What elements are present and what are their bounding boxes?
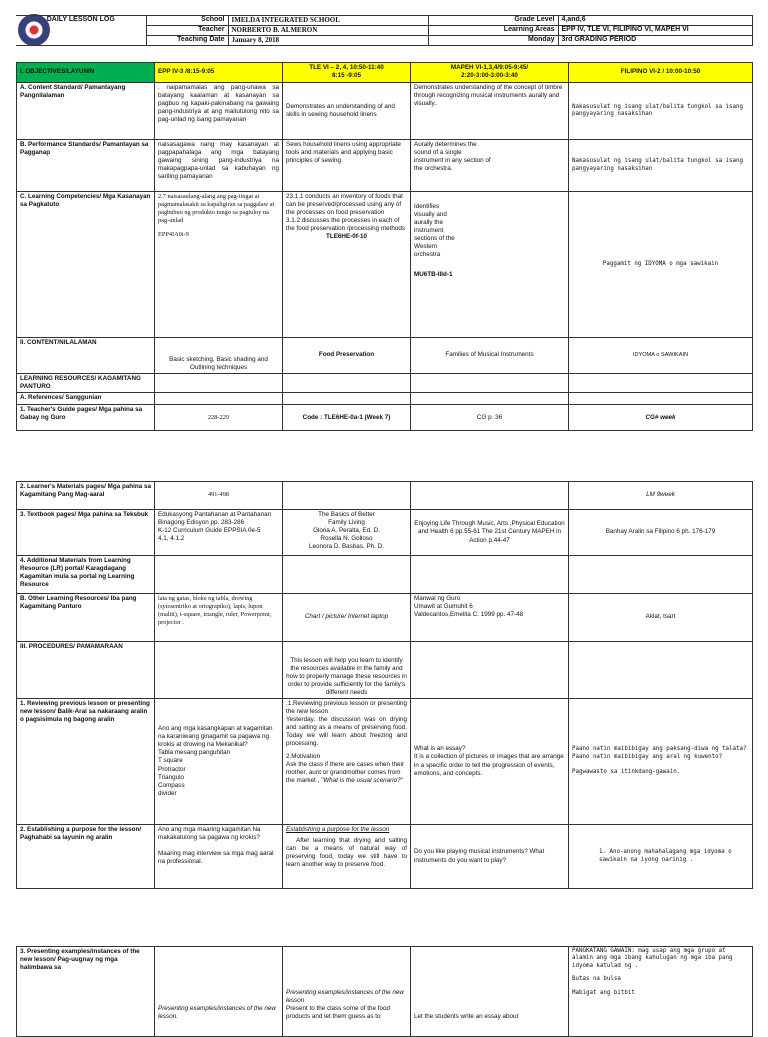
learners-materials-filipino: LM 9week — [569, 482, 753, 510]
performance-standard-mapeh: Aurally determines the sound of a single instrument in any section of the orchestra. — [411, 140, 569, 192]
grade-label: Grade Level — [428, 16, 558, 26]
procedures-mapeh — [411, 642, 569, 699]
competency-tle-code: TLE6HE-0f-10 — [326, 233, 367, 241]
references-mapeh — [411, 393, 569, 405]
teachers-guide-mapeh: CG p. 36 — [411, 405, 569, 431]
reviewing-lesson-label: 1. Reviewing previous lesson or presenting new lesson/ Balik-Aral sa nakaraang aralin o pagsisimula ng bagong aralin — [17, 699, 155, 825]
objectives-table — [16, 62, 753, 431]
reviewing-lesson-mapeh: What is an essay? It is a collection of pictures or images that are arrange in a specific order to tell the progression of events, emotions, and concepts. — [411, 699, 569, 825]
idiom-example-2: Mabigat ang bitbit — [572, 989, 635, 996]
content-standard-filipino: Nakasusulat ng isang ulat/balita tungkol sa isang pangyayaring nasaksihan — [569, 83, 753, 140]
other-resources-tle: Chart / picture/ Internet laptop — [283, 594, 411, 642]
presenting-examples-tle-heading: Presenting examples/instances of the new lesson — [286, 989, 404, 1005]
presenting-examples-filipino — [569, 947, 753, 1037]
textbook-tle: The Basics of Better Family Living Gloria A. Peralta, Ed. D. Rosella N. Golloso Leonora D. Basbas, Ph. D. — [283, 510, 411, 556]
other-resources-epp: lata ng gatas, bloke ng tabla, drowing (sytosentriko at ortograpiko), lapis, lupon (maliit), t-square, triangle, ruler, Powerpoint, projector . — [155, 594, 283, 642]
mapeh-column-header: MAPEH VI-1,3,4/9:05-9:45/ 2:20-3:00-3:00-3:40 — [411, 63, 569, 83]
establishing-purpose-tle — [283, 825, 411, 889]
competency-mapeh-code: MU6TB-IIId-1 — [414, 271, 453, 279]
learning-competencies-filipino: Paggamit ng IDYOMA o mga sawikain — [569, 192, 753, 338]
competency-tle-text: 23.1.1 conducts an inventory of foods that can be preserved/processed using any of the processes on food preservation 3.1.2 discusses the processes in each of the food preservation /processing methods — [286, 193, 406, 233]
teachers-guide-label: 1. Teacher's Guide pages/ Mga pahina sa Gabay ng Guro — [17, 405, 155, 431]
textbook-filipino: Banhay Aralin sa Filipino 6 ph. 176-179 — [569, 510, 753, 556]
idiom-example-1: Butas na bulsa — [572, 976, 621, 983]
reviewing-tle-text: .1.Reviewing previous lesson or presenting the new lesson Yesterday, the discussion was on drying and salting as a means of preserving food. Today we will learn about freezing and processing. — [286, 700, 407, 748]
content-mapeh: Families of Musical Instruments — [411, 338, 569, 374]
teachers-guide-epp: 228-229 — [155, 405, 283, 431]
competency-epp-code: EPP4IA0i-9 — [158, 231, 189, 239]
establishing-purpose-mapeh: Do you like playing musical instruments? What instruments do you want to play? — [411, 825, 569, 889]
learners-materials-tle — [283, 482, 411, 510]
period-value: 3rd GRADING PERIOD — [558, 36, 752, 46]
learning-competencies-tle — [283, 192, 411, 338]
textbook-label: 3. Textbook pages/ Mga pahina sa Teksbuk — [17, 510, 155, 556]
additional-materials-epp — [155, 556, 283, 594]
additional-materials-tle — [283, 556, 411, 594]
presenting-examples-label: 3. Presenting examples/instances of the new lesson/ Pag-uugnay ng mga halimbawa sa — [17, 947, 155, 1037]
references-filipino — [569, 393, 753, 405]
establishing-purpose-epp-question: Ano ang mga maaring kagamitan Na makakatulong sa pagawa ng krokis? — [158, 826, 261, 842]
teacher-value: NORBERTO B. ALMERON — [228, 26, 428, 36]
presenting-examples-table — [16, 946, 753, 1037]
presenting-examples-epp: Presenting examples/instances of the new lesson. — [155, 947, 283, 1037]
learners-materials-label: 2. Learner's Materials pages/ Mga pahina sa Kagamitang Pang Mag-aaral — [17, 482, 155, 510]
performance-standard-epp: naisasagawa nang may kasanayan at pagpapahalaga ang mga batayang gawaing sining pang-industriya na makapagpapa-unlad sa kabuhayan ng sariling pamayanan — [155, 140, 283, 192]
reviewing-filipino-questions: Paano natin maibibigay ang paksang-diwa ng talata? Paano natin maibibigay ang aral ng kuwento? — [572, 746, 747, 760]
establishing-purpose-tle-text: After learning that drying and salting can be a means of natural way of preserving food, today we still have to learn another way to preserve food. — [286, 837, 407, 869]
textbook-mapeh: Enjoying Life Through Music, Arts ,Physical Education and Health 6 pp.55-61 The 21st Century MAPEH in Action p.44-47 — [411, 510, 569, 556]
content-tle: Food Preservation — [283, 338, 411, 374]
resources-procedures-table — [16, 481, 753, 889]
establishing-purpose-tle-heading: Establishing a purpose for the lesson — [286, 826, 390, 833]
references-tle — [283, 393, 411, 405]
other-resources-label: B. Other Learning Resources/ Iba pang Kagamitang Panturo — [17, 594, 155, 642]
establishing-purpose-filipino: 1. Ano-anong mahahalagang mga idyoma o sawikain na iyong narinig . — [569, 825, 753, 889]
learning-competencies-label: C. Learning Competencies/ Mga Kasanayan sa Pagkatuto — [17, 192, 155, 338]
presenting-examples-mapeh: Let the students write an essay about — [411, 947, 569, 1037]
filipino-column-header: FILIPINO VI-2 / 10:00-10:50 — [569, 63, 753, 83]
objectives-header: I. OBJECTIVES/LAYUNIN — [17, 63, 155, 83]
content-epp: Basic sketching, Basic shading and Outlining techniques — [155, 338, 283, 374]
learners-materials-mapeh — [411, 482, 569, 510]
presenting-examples-tle-text: Present to the class some of the food products and let them guess as to — [286, 1005, 390, 1021]
group-activity-text: PANGKATANG GAWAIN: mag usap ang mga grupo at alamin ang mga ibang kahulugan ng mga iba pang idyoma katulad ng . — [572, 948, 733, 969]
competency-mapeh-text: Identifies visually and aurally the instrument sections of the Western orchestra — [414, 203, 455, 259]
content-standard-label: A. Content Standard/ Pamantayang Pangnilalaman — [17, 83, 155, 140]
additional-materials-mapeh — [411, 556, 569, 594]
learning-resources-filipino — [569, 374, 753, 393]
competency-epp-text: 2.7 naisasaulang-alang ang pag-iingat at pagmamalasakit sa kapaligiran sa paggalaw at pagbubuo ng produkto tungo sa pagtuloy na pag-unlad — [158, 193, 275, 225]
school-label: School — [146, 16, 228, 26]
reviewing-filipino-correction: Pagwawasto sa itinkdang-gawain. — [572, 769, 681, 776]
learners-materials-epp: 491-498 — [155, 482, 283, 510]
learning-competencies-epp — [155, 192, 283, 338]
date-value: January 8, 2018 — [228, 36, 428, 46]
other-resources-mapeh: Manwal ng Guro Umawit at Gumuhit 6 Valdecantos,Emelita C. 1999 pp. 47-48 — [411, 594, 569, 642]
day-value: Monday — [428, 36, 558, 46]
procedures-filipino — [569, 642, 753, 699]
reviewing-lesson-filipino — [569, 699, 753, 825]
references-label: A. References/ Sanggunian — [17, 393, 155, 405]
content-standard-mapeh: Demonstrates understanding of the concept of timbre through recognizing musical instruments aurally and visually.. — [411, 83, 569, 140]
references-epp — [155, 393, 283, 405]
other-resources-filipino: Aklat, tsart — [569, 594, 753, 642]
reviewing-lesson-tle — [283, 699, 411, 825]
procedures-label: III. PROCEDURES/ PAMAMARAAN — [17, 642, 155, 699]
additional-materials-label: 4. Additional Materials from Learning Resource (LR) portal/ Karagdagang Kagamitan mula sa portal ng Learning Resource — [17, 556, 155, 594]
tle-column-header: TLE VI – 2, 4, 10:50-11:40 8:15 -9:05 — [283, 63, 411, 83]
areas-label: Learning Areas — [428, 26, 558, 36]
content-standard-epp: . naipamamalas ang pang-unawa sa batayang kaalaman at kasanayan sa pagbuo ng kapaki-pakinabang na gawaing pang-industriya at ang maitutulong nito sa pag-unlad ng isang pamayanan — [155, 83, 283, 140]
header-table — [16, 15, 753, 46]
motivation-tle — [286, 753, 407, 785]
reviewing-lesson-epp: Ano ang mga kasangkapan at kagamitan na karaniwang ginagamit sa pagawa ng krokis at drowing na Mekanikal? Tabla mesang panguhitan T square Protractor Triangulo Compass divider — [155, 699, 283, 825]
school-value: IMELDA INTEGRATED SCHOOL — [228, 16, 428, 26]
content-standard-tle: Demonstrates an understanding of and skills in sewing household linens — [283, 83, 411, 140]
content-filipino: IDYOMA o SAWIKAIN — [569, 338, 753, 374]
additional-materials-filipino — [569, 556, 753, 594]
grade-value: 4,and,6 — [558, 16, 752, 26]
performance-standard-label: B. Performance Standards/ Pamantayan sa Pagganap — [17, 140, 155, 192]
teacher-label: Teacher — [146, 26, 228, 36]
performance-standard-tle: Sews household linens using appropriate tools and materials and applying basic principles of sewing — [283, 140, 411, 192]
date-label: Teaching Date — [146, 36, 228, 46]
procedures-epp — [155, 642, 283, 699]
establishing-purpose-epp — [155, 825, 283, 889]
learning-resources-tle — [283, 374, 411, 393]
motivation-tle-question: "What is the usual scenario?" — [321, 777, 403, 785]
content-label: II. CONTENT/NILALAMAN — [17, 338, 155, 374]
textbook-epp: Edukasyong Pantahanan at Pantahanan Binagong Edisyon pp. 283-286 K-12 Curriculum Guide EPPSIA 0e-5 4.1, 4.1.2 — [155, 510, 283, 556]
performance-standard-filipino: Nakasusulat ng isang ulat/balita tungkol sa isang pangyayaring nasaksihan — [569, 140, 753, 192]
areas-value: EPP IV, TLE VI, FILIPINO VI, MAPEH VI — [558, 26, 752, 36]
learning-resources-epp — [155, 374, 283, 393]
motivation-tle-text: 2.Motivation Ask the class if there are cases when their mother, aunt or grandmother comes from the market , — [286, 753, 404, 785]
teachers-guide-tle: Code : TLE6HE-0a-1 (Week 7) — [283, 405, 411, 431]
learning-competencies-mapeh — [411, 192, 569, 338]
learning-resources-mapeh — [411, 374, 569, 393]
presenting-examples-tle — [283, 947, 411, 1037]
learning-resources-label: LEARNING RESOURCES/ KAGAMITANG PANTURO — [17, 374, 155, 393]
teachers-guide-filipino: CG# week — [569, 405, 753, 431]
procedures-tle: This lesson will help you learn to identify the resources available in the family and how to properly manage these resources in order to provide sufficiently for the family's different needs — [283, 642, 411, 699]
log-title: DAILY LESSON LOG — [16, 16, 146, 46]
establishing-purpose-label: 2. Establishing a purpose for the lesson/ Paghahabi sa layunin ng aralin — [17, 825, 155, 889]
epp-column-header: EPP IV-3 /8:15-9:05 — [155, 63, 283, 83]
establishing-purpose-epp-note: Maaring mag interview sa mga mag aaral na professional. — [158, 850, 274, 866]
